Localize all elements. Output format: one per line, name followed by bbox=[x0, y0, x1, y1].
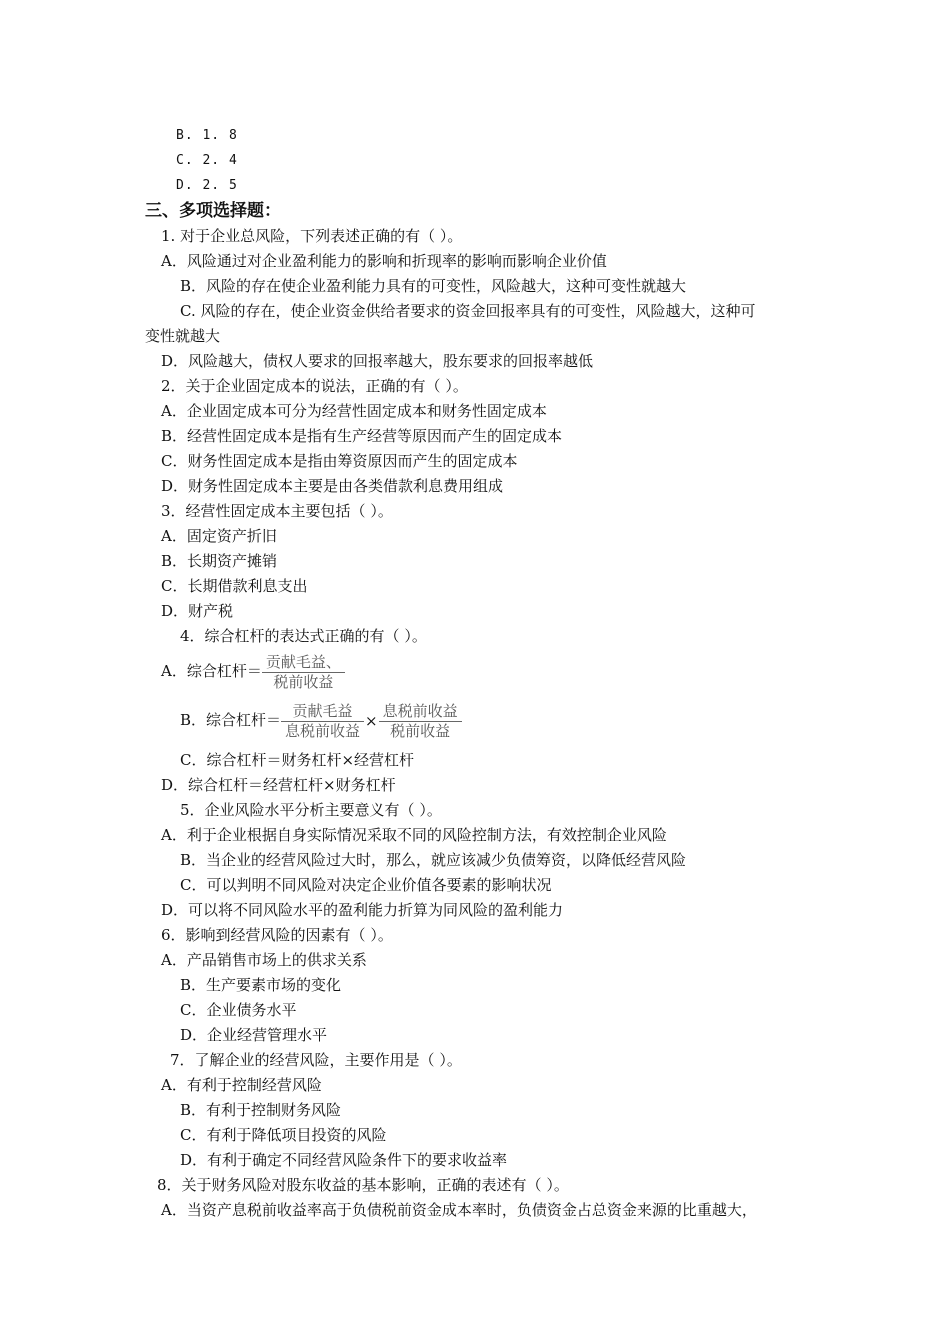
q7-option-c: C．有利于降低项目投资的风险 bbox=[180, 1126, 387, 1144]
q1-option-a: A．风险通过对企业盈利能力的影响和折现率的影响而影响企业价值 bbox=[161, 252, 607, 270]
q5-option-d: D．可以将不同风险水平的盈利能力折算为同风险的盈利能力 bbox=[161, 901, 564, 919]
q4-option-d: D．综合杠杆＝经营杠杆×财务杠杆 bbox=[161, 776, 396, 794]
q7-option-d: D．有利于确定不同经营风险条件下的要求收益率 bbox=[180, 1151, 508, 1169]
q3-stem: 3．经营性固定成本主要包括（ ）。 bbox=[161, 502, 393, 520]
q7-option-a: A．有利于控制经营风险 bbox=[161, 1076, 322, 1094]
fraction-numerator: 贡献毛益 bbox=[281, 702, 364, 722]
q4-option-b bbox=[180, 701, 462, 741]
fraction-numerator: 息税前收益 bbox=[379, 702, 462, 722]
q3-option-d: D．财产税 bbox=[161, 602, 234, 620]
q3-option-c: C．长期借款利息支出 bbox=[161, 577, 308, 595]
fraction-denominator: 税前收益 bbox=[273, 672, 334, 691]
fraction-numerator: 贡献毛益、 bbox=[262, 653, 345, 673]
q1-stem: 1. 对于企业总风险，下列表述正确的有（ ）。 bbox=[161, 227, 463, 245]
q6-option-a: A．产品销售市场上的供求关系 bbox=[161, 951, 367, 969]
q1-option-b: B．风险的存在使企业盈利能力具有的可变性，风险越大，这种可变性就越大 bbox=[180, 277, 687, 295]
q8-stem: 8．关于财务风险对股东收益的基本影响，正确的表述有（ ）。 bbox=[157, 1176, 569, 1194]
q2-option-b: B．经营性固定成本是指有生产经营等原因而产生的固定成本 bbox=[161, 427, 563, 445]
q3-option-a: A．固定资产折旧 bbox=[161, 527, 277, 545]
fraction-denominator: 息税前收益 bbox=[285, 721, 361, 740]
q2-option-d: D．财务性固定成本主要是由各类借款利息费用组成 bbox=[161, 477, 504, 495]
prev-option-c: C. 2. 4 bbox=[176, 153, 238, 168]
q5-stem: 5．企业风险水平分析主要意义有（ ）。 bbox=[180, 801, 442, 819]
q8-option-a: A．当资产息税前收益率高于负债税前资金成本率时，负债资金占总资金来源的比重越大， bbox=[161, 1201, 757, 1219]
q1-option-c-cont: 变性就越大 bbox=[145, 327, 221, 345]
q5-option-a: A．利于企业根据自身实际情况采取不同的风险控制方法，有效控制企业风险 bbox=[161, 826, 667, 844]
q5-option-b: B．当企业的经营风险过大时，那么，就应该减少负债筹资，以降低经营风险 bbox=[180, 851, 687, 869]
prev-option-b: B. 1. 8 bbox=[176, 128, 238, 143]
q6-option-d: D．企业经营管理水平 bbox=[180, 1026, 328, 1044]
q4-option-a-fraction bbox=[262, 653, 345, 692]
q4-stem: 4．综合杠杆的表达式正确的有（ ）。 bbox=[180, 627, 427, 645]
q2-option-a: A．企业固定成本可分为经营性固定成本和财务性固定成本 bbox=[161, 402, 547, 420]
prev-option-d: D. 2. 5 bbox=[176, 178, 238, 193]
q3-option-b: B．长期资产摊销 bbox=[161, 552, 278, 570]
q2-option-c: C．财务性固定成本是指由筹资原因而产生的固定成本 bbox=[161, 452, 518, 470]
fraction-denominator: 税前收益 bbox=[390, 721, 451, 740]
q4-option-b-fraction-1 bbox=[281, 702, 364, 741]
q4-option-b-fraction-2 bbox=[379, 702, 462, 741]
q6-option-c: C．企业债务水平 bbox=[180, 1001, 297, 1019]
section-title: 三、多项选择题： bbox=[145, 201, 281, 221]
q4-option-a bbox=[161, 652, 345, 692]
q7-stem: 7．了解企业的经营风险，主要作用是（ ）。 bbox=[170, 1051, 462, 1069]
q4-option-a-label: A．综合杠杆＝ bbox=[161, 662, 262, 680]
q6-stem: 6．影响到经营风险的因素有（ ）。 bbox=[161, 926, 393, 944]
q6-option-b: B．生产要素市场的变化 bbox=[180, 976, 342, 994]
q4-option-b-label: B．综合杠杆＝ bbox=[180, 711, 282, 729]
q7-option-b: B．有利于控制财务风险 bbox=[180, 1101, 342, 1119]
q2-stem: 2．关于企业固定成本的说法，正确的有（ ）。 bbox=[161, 377, 468, 395]
q1-option-c: C. 风险的存在，使企业资金供给者要求的资金回报率具有的可变性，风险越大，这种可 bbox=[180, 302, 756, 320]
multiply-sign: × bbox=[365, 712, 378, 730]
q4-option-c: C．综合杠杆＝财务杠杆×经营杠杆 bbox=[180, 751, 415, 769]
q5-option-c: C．可以判明不同风险对决定企业价值各要素的影响状况 bbox=[180, 876, 552, 894]
q1-option-d: D．风险越大，债权人要求的回报率越大，股东要求的回报率越低 bbox=[161, 352, 594, 370]
